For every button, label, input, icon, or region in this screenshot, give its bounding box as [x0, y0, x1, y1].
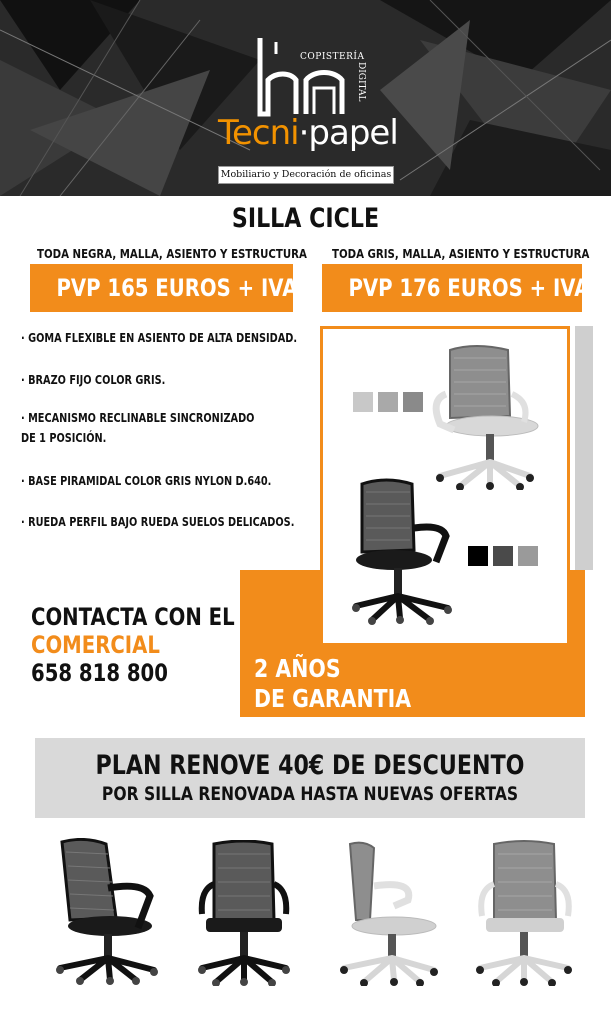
feature-item: · BASE PIRAMIDAL COLOR GRIS NYLON D.640.	[21, 473, 272, 488]
feature-item: · RUEDA PERFIL BAJO RUEDA SUELOS DELICADOS.	[21, 514, 295, 529]
product-title: SILLA CICLE	[231, 203, 380, 234]
brand-part-tecni: Tecni	[218, 113, 299, 153]
feature-item: · MECANISMO RECLINABLE SINCRONIZADO	[21, 410, 255, 425]
gray-chair-image	[420, 344, 550, 490]
brand-tagline: Mobiliario y Decoración de oficinas	[218, 166, 394, 184]
price-gray-badge	[322, 264, 590, 312]
logo-digital-text: DIGITAL	[356, 62, 366, 102]
brand-part-papel: ·papel	[298, 113, 398, 153]
contact-line2: COMERCIAL	[31, 631, 160, 659]
plan-renove-banner	[35, 738, 585, 818]
color-swatch-mid	[378, 392, 398, 412]
black-chair-side-image	[50, 838, 160, 986]
gray-chair-side-image	[334, 840, 438, 986]
decorative-gray-strip	[575, 326, 593, 570]
logo-copisteria-text: COPISTERÍA	[300, 52, 365, 62]
price-black-badge	[30, 264, 298, 312]
header-banner	[0, 0, 611, 196]
guarantee-line2: DE GARANTIA	[254, 684, 412, 713]
gray-chair-back-image	[474, 840, 574, 986]
guarantee-line1: 2 AÑOS	[254, 654, 341, 683]
feature-item: · BRAZO FIJO COLOR GRIS.	[21, 372, 166, 387]
variant-gray-description: TODA GRIS, MALLA, ASIENTO Y ESTRUCTURA	[332, 247, 590, 261]
color-swatch-gray	[518, 546, 538, 566]
feature-item: DE 1 POSICIÓN.	[21, 430, 107, 445]
black-chair-back-image	[196, 840, 292, 986]
color-swatch-black	[468, 546, 488, 566]
contact-phone[interactable]: 658 818 800	[31, 659, 168, 687]
contact-line1: CONTACTA CON EL	[31, 603, 235, 631]
plan-renove-headline: PLAN RENOVE 40€ DE DESCUENTO	[95, 750, 525, 781]
color-swatch-charcoal	[493, 546, 513, 566]
black-chair-image	[350, 478, 460, 626]
contact-block	[31, 603, 279, 687]
plan-renove-subline: POR SILLA RENOVADA HASTA NUEVAS OFERTAS	[101, 783, 519, 805]
price-black-label: PVP 165 EUROS + IVA	[56, 274, 298, 302]
variant-black-description: TODA NEGRA, MALLA, ASIENTO Y ESTRUCTURA	[37, 247, 307, 261]
hn-logo-icon	[256, 34, 368, 118]
brand-name	[218, 113, 398, 153]
feature-item: · GOMA FLEXIBLE EN ASIENTO DE ALTA DENSIDAD.	[21, 330, 298, 345]
price-gray-label: PVP 176 EUROS + IVA	[348, 274, 590, 302]
color-swatch-light	[353, 392, 373, 412]
